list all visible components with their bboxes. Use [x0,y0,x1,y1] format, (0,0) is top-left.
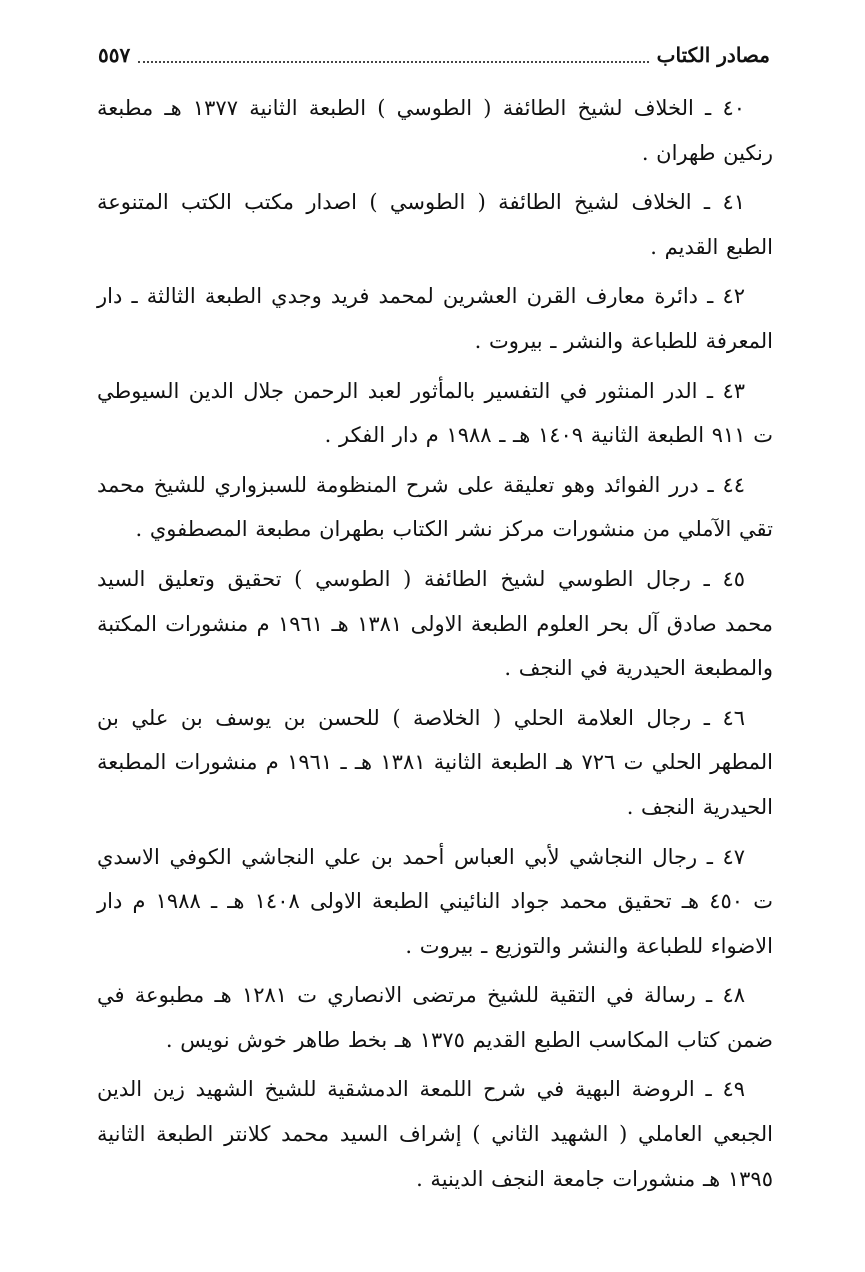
section-title: مصادر الكتاب [656,43,770,67]
bibliography-entry-45: ٤٥ ـ رجال الطوسي لشيخ الطائفة ( الطوسي ) تحقيق وتعليق السيد محمد صادق آل بحر العلوم الطبعة الاولى ١٣٨١ هـ ١٩٦١ م منشورات المكتبة والمطبعة الحيدرية في النجف . [97,566,774,681]
bibliography-entry-40: ٤٠ ـ الخلاف لشيخ الطائفة ( الطوسي ) الطبعة الثانية ١٣٧٧ هـ مطبعة رنكين طهران . [97,96,773,165]
bibliography-entry-49: ٤٩ ـ الروضة البهية في شرح اللمعة الدمشقية للشيخ الشهيد زين الدين الجبعي العاملي ( الشهيد الثاني ) إشراف السيد محمد كلانتر الطبعة الثانية ١٣٩٥ هـ منشورات جامعة النجف الدينية . [97,1077,773,1191]
bibliography-list [97,86,773,1206]
bibliography-entry-41: ٤١ ـ الخلاف لشيخ الطائفة ( الطوسي ) اصدار مكتب الكتب المتنوعة الطبع القديم . [97,190,773,259]
bibliography-entry-44: ٤٤ ـ درر الفوائد وهو تعليقة على شرح المنظومة للسبزواري للشيخ محمد تقي الآملي من منشورات مركز نشر الكتاب بطهران مطبعة المصطفوي . [97,472,773,542]
dotted-leader [138,53,648,63]
bibliography-entry-42: ٤٢ ـ دائرة معارف القرن العشرين لمحمد فريد وجدي الطبعة الثالثة ـ دار المعرفة للطباعة والنشر ـ بيروت . [97,284,773,353]
bibliography-entry-43: ٤٣ ـ الدر المنثور في التفسير بالمأثور لعبد الرحمن جلال الدين السيوطي ت ٩١١ الطبعة الثانية ١٤٠٩ هـ ـ ١٩٨٨ م دار الفكر . [97,378,773,448]
bibliography-entry-48: ٤٨ ـ رسالة في التقية للشيخ مرتضى الانصاري ت ١٢٨١ هـ مطبوعة في ضمن كتاب المكاسب الطبع القديم ١٣٧٥ هـ بخط طاهر خوش نويس . [97,983,773,1052]
running-header [98,34,770,68]
bibliography-entry-46: ٤٦ ـ رجال العلامة الحلي ( الخلاصة ) للحسن بن يوسف بن علي بن المطهر الحلي ت ٧٢٦ هـ الطبعة الثانية ١٣٨١ هـ ـ ١٩٦١ م منشورات المطبعة الحيدرية النجف . [97,705,773,819]
bibliography-entry-47: ٤٧ ـ رجال النجاشي لأبي العباس أحمد بن علي النجاشي الكوفي الاسدي ت ٤٥٠ هـ تحقيق محمد جواد النائيني الطبعة الاولى ١٤٠٨ هـ ـ ١٩٨٨ م دار الاضواء للطباعة والنشر والتوزيع ـ بيروت . [97,844,773,958]
page-number: ٥٥٧ [98,43,131,67]
